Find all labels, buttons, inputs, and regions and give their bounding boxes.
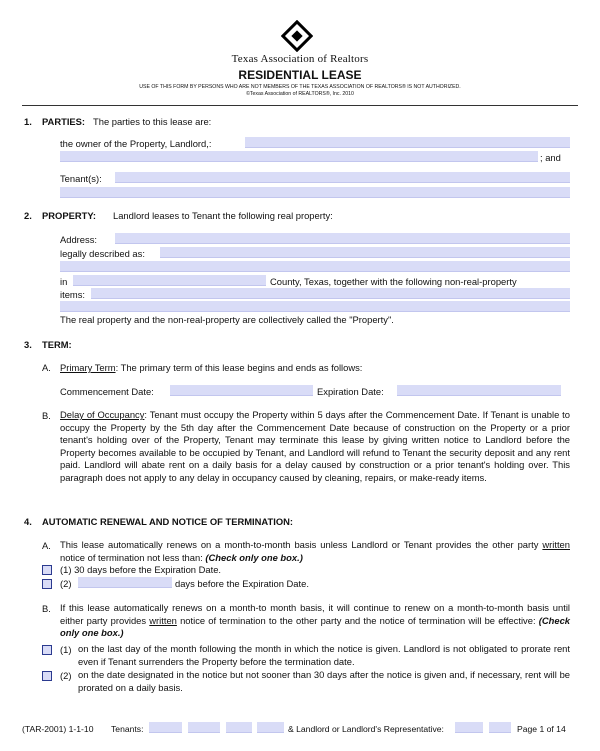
realtors-logo-icon [281, 20, 313, 52]
renewal-b-letter: B. [42, 603, 51, 614]
delay-of-occupancy-heading: Delay of Occupancy [60, 409, 145, 420]
option-b1-number: (1) [60, 644, 72, 655]
primary-term-line [60, 362, 362, 373]
renewal-a-written: written [542, 539, 570, 550]
collective-property-text: The real property and the non-real-property are collectively called the "Property". [60, 314, 394, 325]
custom-days-field[interactable] [78, 577, 172, 588]
section-3-number: 3. [24, 339, 32, 350]
form-id: (TAR-2001) 1-1-10 [22, 724, 94, 734]
section-2-heading: PROPERTY: [42, 210, 96, 221]
address-label: Address: [60, 234, 97, 245]
landlord-initials-field-2[interactable] [489, 722, 511, 733]
renewal-b-check-instruction: (Check only one box.) [60, 614, 570, 638]
term-b-letter: B. [42, 410, 51, 421]
section-3-heading: TERM: [42, 339, 72, 350]
section-1-number: 1. [24, 116, 32, 127]
and-label: ; and [540, 152, 561, 163]
checkbox-custom-days[interactable] [42, 579, 52, 589]
document-title: RESIDENTIAL LEASE [238, 68, 362, 82]
primary-term-text: : The primary term of this lease begins and ends as follows: [115, 362, 363, 373]
tenant-initials-field-1[interactable] [149, 722, 182, 733]
option-b2-number: (2) [60, 670, 72, 681]
checkbox-last-day-of-month[interactable] [42, 645, 52, 655]
use-notice: USE OF THIS FORM BY PERSONS WHO ARE NOT MEMBERS OF THE TEXAS ASSOCIATION OF REALTORS® IS NOT AUTHORIZED. [139, 84, 461, 90]
legal-description-field[interactable] [160, 247, 570, 258]
section-2-text: Landlord leases to Tenant the following real property: [113, 210, 333, 221]
renewal-a-text-2: notice of termination not less than: [60, 551, 206, 563]
header-divider [22, 105, 578, 106]
primary-term-heading: Primary Term [60, 362, 116, 373]
tenant-name-field[interactable] [115, 172, 570, 183]
tenant-name-field-2[interactable] [60, 187, 570, 198]
landlord-initials-field-1[interactable] [455, 722, 483, 733]
in-label: in [60, 276, 68, 287]
tenant-initials-field-3[interactable] [226, 722, 252, 733]
county-field[interactable] [73, 275, 266, 286]
section-4-number: 4. [24, 516, 32, 527]
commencement-date-field[interactable] [170, 385, 313, 396]
delay-of-occupancy-text: : Tenant must occupy the Property within 5 days after the Commencement Date. If Tenant is unable to occupy the Property by the 5th day after the Commencement Date because of construction on the Property or a prior tenant's holding over of the Property, Tenant may terminate this lease by giving written notice to Landlord before the Property becomes available to be occupied by Tenant, and Landlord will refund to Tenant the security deposit and any rent paid. Landlord will abate rent on a daily basis for a delay caused by construction or a prior tenant's holding over. This paragraph does not apply to any delay in occupancy caused by cleaning, repairs, or make-ready items. [60, 409, 570, 483]
renewal-a-paragraph [60, 539, 570, 564]
items-field[interactable] [91, 288, 570, 299]
renewal-a-text-1: This lease automatically renews on a month-to-month basis unless Landlord or Tenant provides the other party [60, 539, 543, 550]
tenant-initials-field-4[interactable] [257, 722, 284, 733]
tenant-initials-field-2[interactable] [188, 722, 220, 733]
renewal-b-paragraph [60, 602, 570, 640]
option-2-text: days before the Expiration Date. [175, 578, 309, 589]
landlord-rep-label: & Landlord or Landlord's Representative: [288, 724, 444, 734]
renewal-a-letter: A. [42, 540, 51, 551]
renewal-b-text-1: If this lease automatically renews on a month-to month basis, it will continue to renew on a month-to-month basis until either party provides [60, 602, 570, 626]
option-b1-text: on the last day of the month following the month in which the notice is given. Landlord is not obligated to prorate rent even if Tenant surrenders the Property before the termination date. [78, 643, 570, 667]
items-field-2[interactable] [60, 301, 570, 312]
commencement-label: Commencement Date: [60, 386, 154, 397]
renewal-a-check-instruction: (Check only one box.) [205, 551, 303, 563]
expiration-label: Expiration Date: [317, 386, 384, 397]
legal-description-field-2[interactable] [60, 261, 570, 272]
county-text: County, Texas, together with the following non-real-property [270, 276, 517, 287]
renewal-b-written: written [149, 614, 177, 626]
checkbox-designated-date[interactable] [42, 671, 52, 681]
landlord-name-field-2[interactable] [60, 151, 538, 162]
tenants-initials-label: Tenants: [111, 724, 144, 734]
page-number: Page 1 of 14 [517, 724, 566, 734]
section-2-number: 2. [24, 210, 32, 221]
option-30-days-label: (1) 30 days before the Expiration Date. [60, 564, 222, 575]
delay-of-occupancy-paragraph [60, 409, 570, 484]
items-label: items: [60, 289, 86, 300]
section-1-heading: PARTIES: [42, 116, 86, 127]
org-name: Texas Association of Realtors [231, 53, 369, 65]
landlord-name-field[interactable] [245, 137, 570, 148]
legal-description-label: legally described as: [60, 248, 145, 259]
landlord-label: the owner of the Property, Landlord,: [60, 138, 212, 149]
tenant-label: Tenant(s): [60, 173, 102, 184]
term-a-letter: A. [42, 362, 51, 373]
copyright-notice: ©Texas Association of REALTORS®, Inc. 2010 [246, 91, 354, 97]
address-field[interactable] [115, 233, 570, 244]
section-1-text: The parties to this lease are: [93, 116, 212, 127]
expiration-date-field[interactable] [397, 385, 561, 396]
option-b2-text: on the date designated in the notice but not sooner than 30 days after the notice is given and, if necessary, rent will be prorated on a daily basis. [78, 669, 570, 693]
renewal-b-text-2: notice of termination to the other party and the notice of termination will be effective: [176, 614, 539, 626]
option-2-number: (2) [60, 578, 72, 589]
checkbox-30-days[interactable] [42, 565, 52, 575]
section-4-heading: AUTOMATIC RENEWAL AND NOTICE OF TERMINATION: [42, 516, 294, 527]
